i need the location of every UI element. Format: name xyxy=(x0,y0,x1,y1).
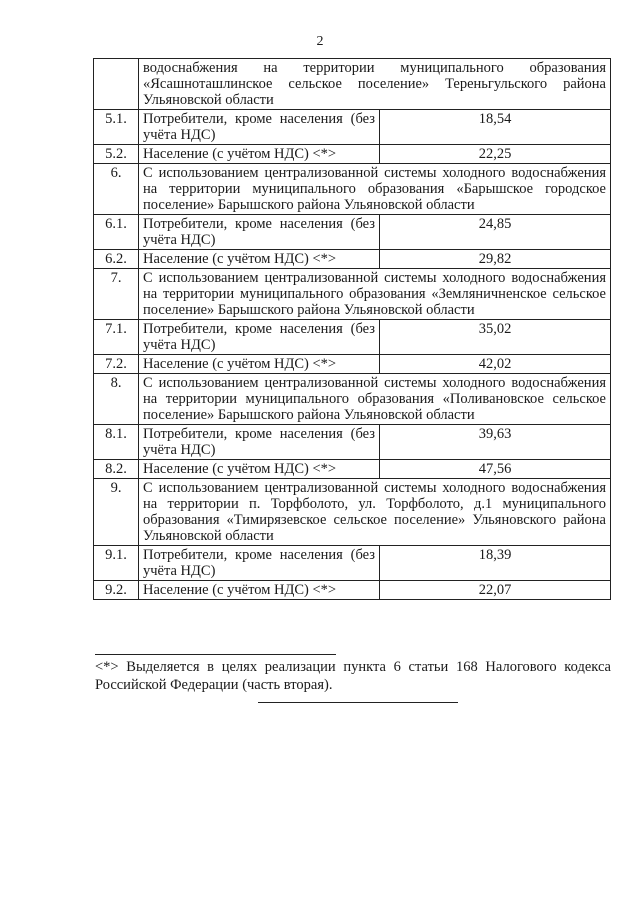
table-row xyxy=(94,581,611,600)
row-description: Население (с учётом НДС) <*> xyxy=(139,250,380,269)
row-number xyxy=(94,59,139,110)
row-description: Потребители, кроме населения (без учёта НДС) xyxy=(139,215,380,250)
row-number: 7.1. xyxy=(94,320,139,355)
row-number: 9.2. xyxy=(94,581,139,600)
row-description: С использованием централизованной системы холодного водоснабжения на территории муниципального образования «Земляничненское сельское поселение» Барышского района Ульяновской области xyxy=(139,269,611,320)
table-row xyxy=(94,250,611,269)
row-number: 9. xyxy=(94,479,139,546)
footnote: <*> Выделяется в целях реализации пункта 6 статьи 168 Налогового кодекса Российской Федерации (часть вторая). xyxy=(95,659,611,693)
table-row xyxy=(94,145,611,164)
row-number: 9.1. xyxy=(94,546,139,581)
row-value: 47,56 xyxy=(380,460,611,479)
end-of-document-line xyxy=(258,702,458,703)
row-number: 6.2. xyxy=(94,250,139,269)
page-number: 2 xyxy=(316,34,324,49)
row-description: Потребители, кроме населения (без учёта НДС) xyxy=(139,110,380,145)
row-description: Население (с учётом НДС) <*> xyxy=(139,460,380,479)
table-row xyxy=(94,59,611,110)
row-number: 8.1. xyxy=(94,425,139,460)
table-row xyxy=(94,425,611,460)
row-number: 8. xyxy=(94,374,139,425)
row-value: 18,54 xyxy=(380,110,611,145)
row-description: водоснабжения на территории муниципального образования «Ясашноташлинское сельское поселение» Тереньгульского района Ульяновской области xyxy=(139,59,611,110)
row-description: Потребители, кроме населения (без учёта НДС) xyxy=(139,546,380,581)
row-value: 42,02 xyxy=(380,355,611,374)
table-row xyxy=(94,546,611,581)
row-description: Потребители, кроме населения (без учёта НДС) xyxy=(139,425,380,460)
table-row xyxy=(94,269,611,320)
row-value: 29,82 xyxy=(380,250,611,269)
row-number: 7.2. xyxy=(94,355,139,374)
row-description: Потребители, кроме населения (без учёта НДС) xyxy=(139,320,380,355)
row-description: С использованием централизованной системы холодного водоснабжения на территории муниципального образования «Барышское городское поселение» Барышского района Ульяновской области xyxy=(139,164,611,215)
row-number: 5.1. xyxy=(94,110,139,145)
table-row xyxy=(94,110,611,145)
row-value: 35,02 xyxy=(380,320,611,355)
table-row xyxy=(94,320,611,355)
row-value: 18,39 xyxy=(380,546,611,581)
row-description: Население (с учётом НДС) <*> xyxy=(139,355,380,374)
row-number: 6. xyxy=(94,164,139,215)
row-number: 6.1. xyxy=(94,215,139,250)
row-number: 8.2. xyxy=(94,460,139,479)
table-row xyxy=(94,215,611,250)
table-row xyxy=(94,460,611,479)
row-description: С использованием централизованной системы холодного водоснабжения на территории п. Торфболото, ул. Торфболото, д.1 муниципального образования «Тимирязевское сельское поселение» Ульяновского района Ульяновской области xyxy=(139,479,611,546)
table-row xyxy=(94,355,611,374)
footnote-separator xyxy=(95,654,336,655)
table-row xyxy=(94,164,611,215)
row-description: Население (с учётом НДС) <*> xyxy=(139,145,380,164)
row-description: Население (с учётом НДС) <*> xyxy=(139,581,380,600)
row-description: С использованием централизованной системы холодного водоснабжения на территории муниципального образования «Поливановское сельское поселение» Барышского района Ульяновской области xyxy=(139,374,611,425)
table-row xyxy=(94,479,611,546)
tariff-table xyxy=(93,58,611,600)
row-number: 5.2. xyxy=(94,145,139,164)
row-number: 7. xyxy=(94,269,139,320)
table-row xyxy=(94,374,611,425)
row-value: 22,07 xyxy=(380,581,611,600)
row-value: 24,85 xyxy=(380,215,611,250)
row-value: 39,63 xyxy=(380,425,611,460)
row-value: 22,25 xyxy=(380,145,611,164)
